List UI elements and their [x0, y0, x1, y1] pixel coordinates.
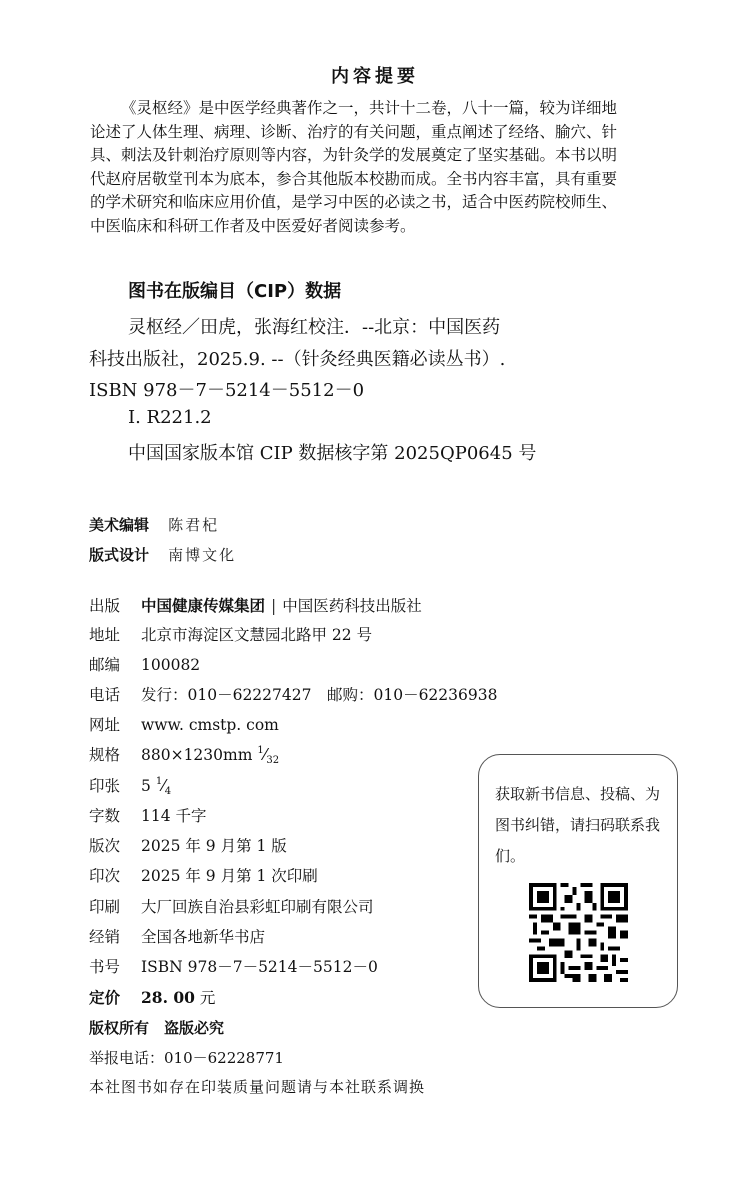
spec-format: 规格 880×1230mm $^1⁄_{32}$: [89, 745, 280, 766]
spec-printing: 印次 2025 年 9 月第 1 次印刷: [89, 867, 318, 885]
summary-line: 代赵府居敬堂刊本为底本，参合其他版本校勘而成。全书内容丰富，具有重要: [90, 169, 618, 188]
report-phone: 举报电话：010－62228771: [89, 1049, 284, 1067]
credit-value: 陈君杞: [168, 516, 220, 534]
spec-word-count: 字数 114 千字: [89, 807, 207, 825]
spec-book-number: 书号 ISBN 978－7－5214－5512－0: [89, 958, 378, 976]
spec-price: 定价 28. 00 元: [89, 988, 216, 1007]
spec-edition: 版次 2025 年 9 月第 1 版: [89, 837, 287, 855]
summary-line: 具、刺法及针刺治疗原则等内容，为针灸学的发展奠定了坚实基础。本书以明: [90, 146, 618, 164]
summary-title: 内容提要: [331, 66, 419, 87]
publisher-separator: |: [271, 597, 277, 615]
spec-publisher: 出版 中国健康传媒集团 | 中国医药科技出版社: [89, 596, 422, 615]
cip-line-title: 灵枢经／田虎，张海红校注．--北京：中国医药: [128, 317, 501, 338]
publisher-group: 中国健康传媒集团: [141, 596, 266, 615]
spec-postcode: 邮编 100082: [89, 656, 201, 674]
publisher-name: 中国医药科技出版社: [282, 597, 422, 615]
summary-line: 《灵枢经》是中医学经典著作之一，共计十二卷，八十一篇，较为详细地: [121, 99, 618, 117]
credit-value: 南博文化: [168, 546, 237, 564]
website-link: www. cmstp. com: [141, 716, 279, 734]
copyright-notice: 版权所有 盗版必究: [89, 1019, 225, 1037]
spec-website: 网址 www. cmstp. com: [89, 716, 279, 734]
spec-address: 地址 北京市海淀区文慧园北路甲 22 号: [89, 626, 373, 644]
cip-classification: Ⅰ. R221.2: [128, 407, 212, 428]
cip-heading: 图书在版编目（CIP）数据: [128, 281, 342, 302]
spec-distributor: 经销 全国各地新华书店: [89, 928, 266, 946]
summary-line: 的学术研究和临床应用价值，是学习中医的必读之书，适合中医药院校师生、: [90, 193, 618, 211]
qr-contact-box: [478, 754, 678, 1008]
spec-phone: 电话 发行：010－62227427 邮购：010－62236938: [89, 686, 498, 704]
summary-line: 中医临床和科研工作者及中医爱好者阅读参考。: [90, 216, 416, 235]
qr-code-icon: [529, 883, 628, 982]
cip-record-number: 中国国家版本馆 CIP 数据核字第 2025QP0645 号: [128, 443, 537, 464]
qr-contact-text: 获取新书信息、投稿、为图书纠错，请扫码联系我们。: [495, 785, 661, 865]
spec-printer: 印刷 大厂回族自治县彩虹印刷有限公司: [89, 898, 374, 916]
summary-body: [90, 97, 685, 238]
credit-layout-design: [89, 544, 236, 565]
credit-label: 美术编辑: [89, 516, 150, 534]
cip-isbn: ISBN 978－7－5214－5512－0: [89, 380, 365, 401]
cip-line-publisher: 科技出版社，2025.9. --（针灸经典医籍必读丛书）.: [89, 349, 506, 370]
summary-line: 论述了人体生理、病理、诊断、治疗的有关问题，重点阐述了经络、腧穴、针: [90, 122, 618, 141]
spec-sheets: 印张 5 $^1⁄_4$: [89, 776, 172, 797]
credit-art-editor: [89, 514, 219, 535]
credit-label: 版式设计: [89, 546, 150, 564]
quality-notice: 本社图书如存在印装质量问题请与本社联系调换: [89, 1078, 426, 1096]
